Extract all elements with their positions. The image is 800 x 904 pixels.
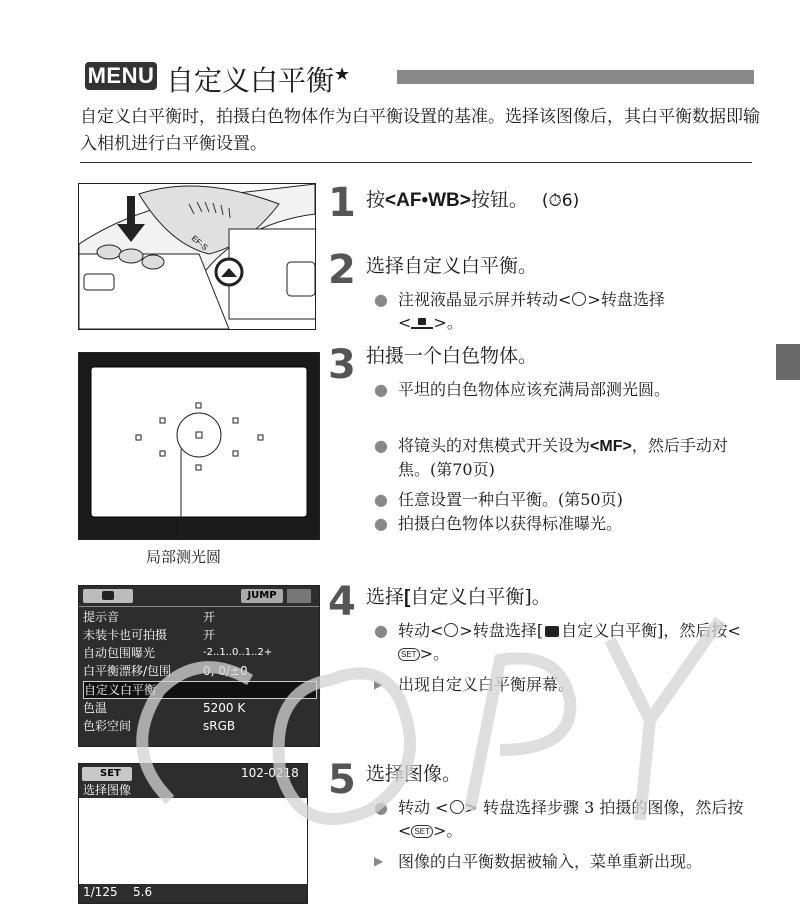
camera-illustration — [78, 183, 316, 330]
page-title — [166, 56, 350, 100]
aperture: 5.6 — [133, 885, 153, 899]
af-wb-key: <AF•WB> — [385, 190, 471, 211]
step-bullet: ● 转动< >转盘选择[ 自定义白平衡]，然后按<SET >。 — [374, 621, 741, 663]
step-title: 选择图像。 — [366, 763, 462, 785]
menu-row-selected: 自定义白平衡 — [83, 681, 317, 699]
star-icon: ★ — [334, 64, 351, 85]
intro-paragraph: 自定义白平衡时，拍摄白色物体作为白平衡设置的基准。选择该图像后，其白平衡数据即输入相机进行白平衡设置。 — [80, 107, 760, 154]
jump-button: JUMP — [241, 589, 283, 603]
custom-wb-icon — [411, 317, 433, 329]
file-number: 102-0218 — [241, 766, 299, 780]
page-ref: (⏱6) — [541, 191, 580, 211]
step-title: 按<AF•WB>按钮。 (⏱6) — [366, 189, 580, 211]
step-bullet: ● 平坦的白色物体应该充满局部测光圆。 — [374, 380, 671, 399]
step-title: 选择[自定义白平衡]。 — [366, 586, 551, 608]
set-button-icon: SET — [411, 825, 433, 838]
side-tab-marker — [776, 344, 800, 380]
svg-text:EF-S: EF-S — [189, 233, 210, 253]
set-button-icon: SET — [398, 648, 420, 661]
step-number: 2 — [328, 247, 356, 293]
step-bullet: ● 将镜头的对焦模式开关设为<MF>，然后手动对焦。(第70页) — [374, 436, 728, 479]
arrow-icon: ▶ — [374, 677, 384, 691]
step-bullet: ● 注视液晶显示屏并转动< >转盘选择 < >。 — [374, 290, 665, 332]
step-number: 4 — [328, 579, 356, 625]
camera-tab — [83, 589, 133, 603]
mf-key: <MF> — [590, 438, 632, 455]
step-bullet: ● 拍摄白色物体以获得标准曝光。 — [374, 514, 623, 533]
image-preview — [79, 798, 307, 884]
step-bullet: ● 任意设置一种白平衡。(第50页) — [374, 490, 623, 509]
shutter-speed: 1/125 — [83, 885, 118, 899]
menu-row: 自动包围曝光 -2..1..0..1..2+ — [83, 646, 273, 660]
camera-icon — [545, 626, 559, 637]
menu-row: 色彩空间 sRGB — [83, 719, 236, 733]
dial-icon — [450, 800, 464, 814]
dial-icon — [444, 623, 458, 637]
bullet-icon: ● — [374, 290, 388, 309]
menu-badge: MENU — [85, 62, 157, 90]
step-bullet: ● 转动 < > 转盘选择步骤 3 拍摄的图像，然后按< SET >。 — [374, 798, 744, 840]
divider — [80, 162, 752, 163]
camera-menu-screen — [78, 585, 320, 747]
title-text: 自定义白平衡 — [166, 64, 335, 97]
menu-row: 色温 5200 K — [83, 701, 246, 715]
menu-row: 未装卡也可拍摄 开 — [83, 628, 216, 642]
step-title: 拍摄一个白色物体。 — [366, 345, 538, 367]
viewfinder-illustration — [78, 352, 320, 540]
menu-divider — [79, 606, 319, 607]
camera-icon — [102, 591, 114, 600]
step-bullet: ▶ 出现自定义白平衡屏幕。 — [374, 675, 575, 694]
set-badge: SET — [82, 767, 132, 781]
menu-row: 白平衡漂移/包围 0, 0/±0 — [83, 664, 248, 678]
viewfinder-caption: 局部测光圆 — [146, 548, 222, 566]
play-tab — [287, 589, 311, 603]
menu-row: 提示音 开 — [83, 610, 216, 624]
title-bar — [397, 70, 754, 84]
step-number: 1 — [328, 180, 356, 226]
arrow-icon: ▶ — [374, 854, 384, 868]
select-image-label: 选择图像 — [83, 783, 132, 797]
step-title: 选择自定义白平衡。 — [366, 255, 538, 277]
step-number: 3 — [328, 342, 356, 388]
step-bullet: ▶ 图像的白平衡数据被输入，菜单重新出现。 — [374, 852, 703, 871]
dial-icon — [572, 292, 586, 306]
wb-select-screen — [78, 763, 308, 904]
step-number: 5 — [328, 757, 356, 803]
